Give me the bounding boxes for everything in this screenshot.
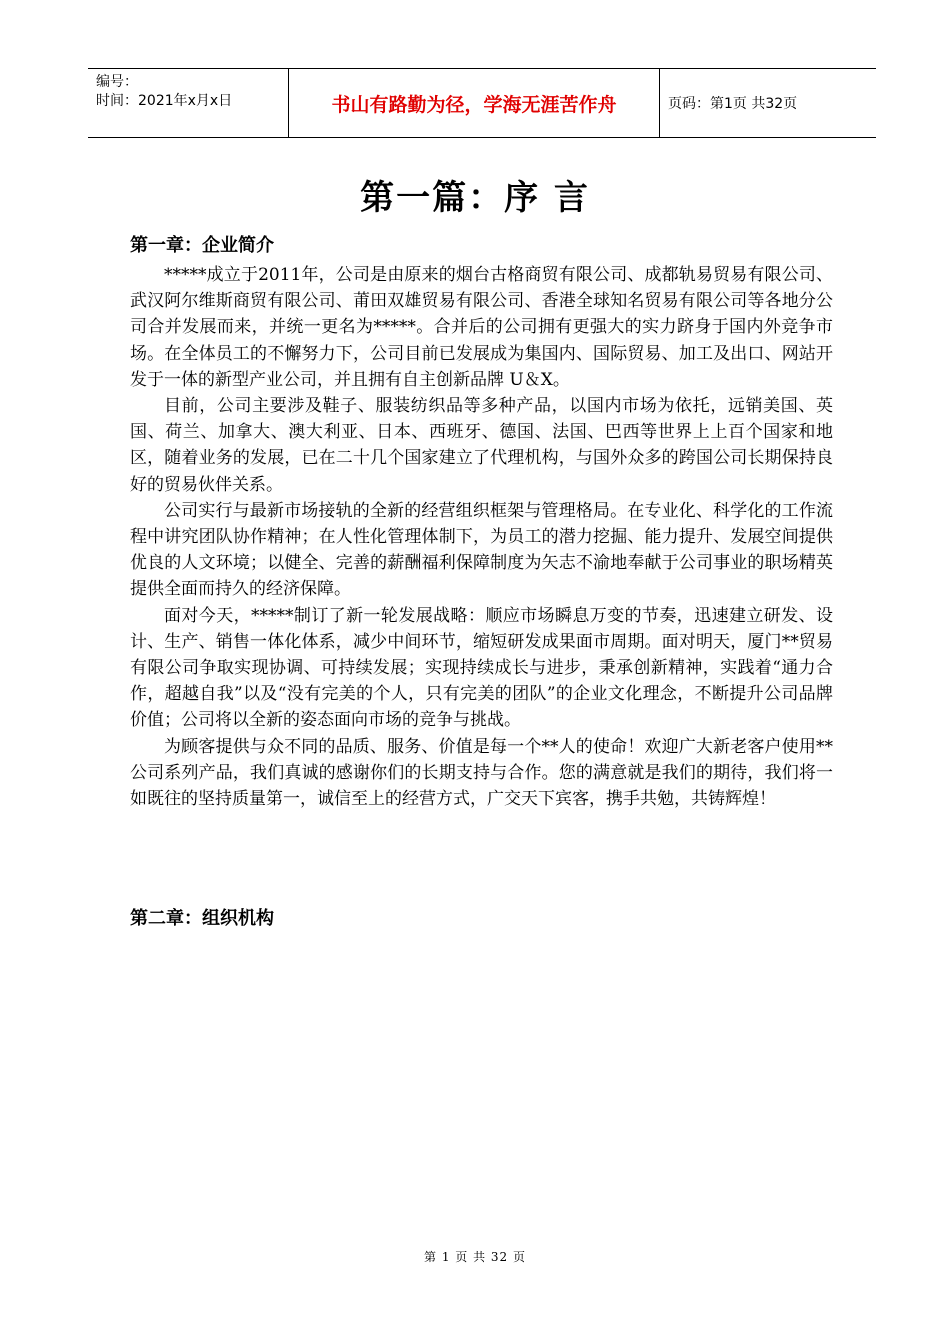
header-meta-cell	[88, 69, 288, 137]
chapter1-heading: 第一章：企业简介	[130, 235, 274, 256]
header-page-info: 页码：第1页 共32页	[668, 96, 798, 112]
page-footer: 第 1 页 共 32 页	[424, 1250, 526, 1264]
paragraph: 为顾客提供与众不同的品质、服务、价值是每一个**人的使命！欢迎广大新老客户使用**公司系列产品，我们真诚的感谢你们的长期支持与合作。您的满意就是我们的期待，我们将一如既往的坚持质量第一，诚信至上的经营方式，广交天下宾客，携手共勉，共铸辉煌！	[130, 736, 833, 810]
document-title: 第一篇：序 言	[360, 178, 590, 218]
paragraph: 面对今天，*****制订了新一轮发展战略：顺应市场瞬息万变的节奏，迅速建立研发、设计、生产、销售一体化体系，减少中间环节，缩短研发成果面市周期。面对明天，厦门**贸易有限公司争取实现协调、可持续发展；实现持续成长与进步，秉承创新精神，实践着“通力合作，超越自我”以及“没有完美的个人，只有完美的团队”的企业文化理念，不断提升公司品牌价值；公司将以全新的姿态面向市场的竞争与挑战。	[130, 605, 833, 731]
document-body	[130, 262, 833, 812]
time-label: 时间：2021年x月x日	[96, 93, 233, 109]
header-table	[88, 68, 876, 138]
chapter2-heading: 第二章：组织机构	[130, 908, 274, 929]
paragraph: 公司实行与最新市场接轨的全新的经营组织框架与管理格局。在专业化、科学化的工作流程中讲究团队协作精神；在人性化管理体制下，为员工的潜力挖掘、能力提升、发展空间提供优良的人文环境；以健全、完善的薪酬福利保障制度为矢志不渝地奉献于公司事业的职场精英提供全面而持久的经济保障。	[130, 500, 833, 600]
paragraph: *****成立于2011年，公司是由原来的烟台古格商贸有限公司、成都轨易贸易有限公司、武汉阿尔维斯商贸有限公司、莆田双雄贸易有限公司、香港全球知名贸易有限公司等各地分公司合并发展而来，并统一更名为*****。合并后的公司拥有更强大的实力跻身于国内外竞争市场。在全体员工的不懈努力下，公司目前已发展成为集国内、国际贸易、加工及出口、网站开发于一体的新型产业公司，并且拥有自主创新品牌 U＆X。	[130, 265, 833, 390]
paragraph: 目前，公司主要涉及鞋子、服装纺织品等多种产品，以国内市场为依托，远销美国、英国、荷兰、加拿大、澳大利亚、日本、西班牙、德国、法国、巴西等世界上上百个国家和地区，随着业务的发展，已在二十几个国家建立了代理机构，与国外众多的跨国公司长期保持良好的贸易伙伴关系。	[130, 396, 833, 495]
number-label: 编号：	[96, 74, 138, 90]
header-motto: 书山有路勤为径，学海无涯苦作舟	[288, 69, 660, 137]
